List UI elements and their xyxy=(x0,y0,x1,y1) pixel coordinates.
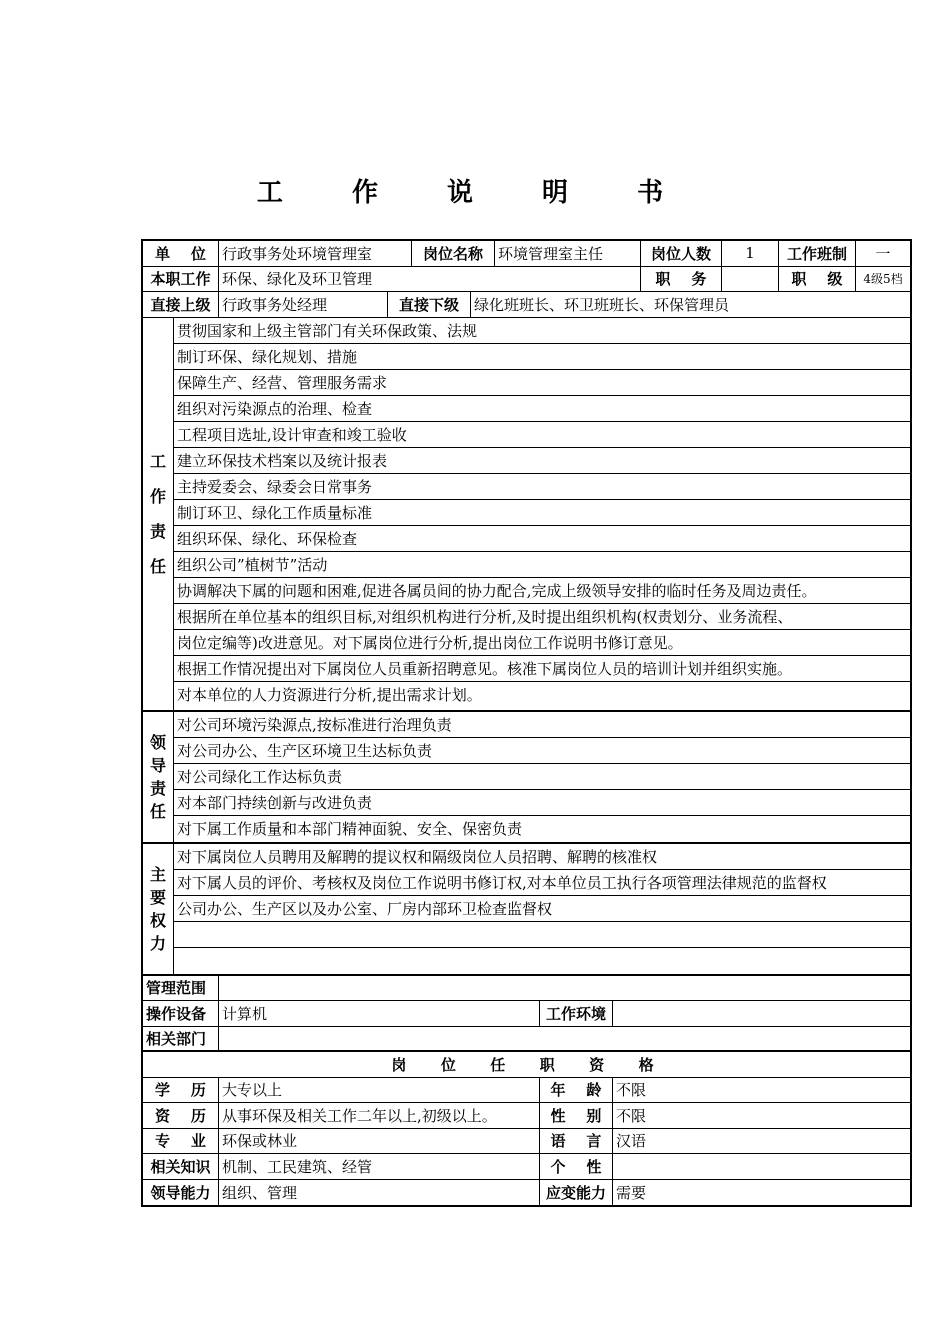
departments-row xyxy=(143,1027,910,1053)
experience-label: 资 历 xyxy=(143,1103,219,1128)
equipment-value: 计算机 xyxy=(219,1001,540,1026)
adaptability-value: 需要 xyxy=(616,1183,647,1202)
header-row-1 xyxy=(143,241,910,267)
unit-label: 单 位 xyxy=(143,241,219,266)
leadership-item: 对下属工作质量和本部门精神面貌、安全、保密负责 xyxy=(177,820,523,838)
major-value: 环保或林业 xyxy=(219,1129,540,1154)
qualifications-heading: 岗 位 任 职 资 格 xyxy=(391,1055,662,1074)
leadership-label: 领 导 责 任 xyxy=(143,712,174,842)
responsibility-item: 工程项目选址,设计审查和竣工验收 xyxy=(174,422,910,448)
departments-value xyxy=(219,1027,910,1051)
header-row-2 xyxy=(143,267,910,293)
gender-label: 性 别 xyxy=(540,1103,613,1128)
document-title: 工 作 说 明 书 xyxy=(256,178,694,208)
leadership-ability-value: 组织、管理 xyxy=(219,1180,540,1206)
job-label: 本职工作 xyxy=(143,267,219,292)
headcount-label: 岗位人数 xyxy=(641,241,722,266)
unit-value: 行政事务处环境管理室 xyxy=(219,241,412,266)
subordinate-label: 直接下级 xyxy=(388,292,471,317)
age-value: 不限 xyxy=(616,1081,647,1100)
qualifications-heading-row xyxy=(143,1052,910,1078)
superior-label: 直接上级 xyxy=(143,292,219,317)
major-row xyxy=(143,1129,910,1155)
scope-row xyxy=(143,976,910,1002)
leadership-section xyxy=(143,712,910,844)
header-row-3 xyxy=(143,292,910,318)
scope-label: 管理范围 xyxy=(143,976,219,1001)
responsibility-item: 组织环保、绿化、环保检查 xyxy=(174,526,910,552)
experience-value: 从事环保及相关工作二年以上,初级以上。 xyxy=(219,1103,540,1128)
shift-label: 工作班制 xyxy=(779,241,856,266)
major-label: 专 业 xyxy=(143,1129,219,1154)
authority-item: 对下属人员的评价、考核权及岗位工作说明书修订权,对本单位员工执行各项管理法律规范的监督权 xyxy=(174,870,910,896)
responsibilities-label: 工 作 责 任 xyxy=(143,318,174,710)
authority-item xyxy=(174,922,910,948)
scope-value xyxy=(219,976,910,1001)
authority-label: 主 要 权 力 xyxy=(143,844,174,974)
leadership-ability-row xyxy=(143,1180,910,1206)
personality-label: 个 性 xyxy=(540,1154,613,1179)
responsibility-item: 组织公司”植树节”活动 xyxy=(174,552,910,578)
leadership-item: 对公司环境污染源点,按标准进行治理负责 xyxy=(174,712,910,738)
leadership-list xyxy=(174,712,910,842)
responsibility-item: 对本单位的人力资源进行分析,提出需求计划。 xyxy=(177,686,482,704)
leadership-item: 对本部门持续创新与改进负责 xyxy=(174,790,910,816)
headcount-value: 1 xyxy=(722,241,779,266)
departments-label: 相关部门 xyxy=(143,1027,219,1051)
responsibilities-list xyxy=(174,318,910,710)
leadership-item: 对公司办公、生产区环境卫生达标负责 xyxy=(174,738,910,764)
knowledge-value: 机制、工民建筑、经管 xyxy=(219,1154,540,1179)
authority-item: 对下属岗位人员聘用及解聘的提议权和隔级岗位人员招聘、解聘的核准权 xyxy=(174,844,910,870)
position-name-label: 岗位名称 xyxy=(412,241,495,266)
responsibility-item: 保障生产、经营、管理服务需求 xyxy=(174,370,910,396)
environment-value xyxy=(613,1001,910,1026)
responsibility-item: 主持爱委会、绿委会日常事务 xyxy=(174,474,910,500)
authority-list xyxy=(174,844,910,974)
language-value: 汉语 xyxy=(616,1132,647,1151)
education-value: 大专以上 xyxy=(219,1078,540,1103)
grade-label: 职 级 xyxy=(779,267,856,292)
job-value: 环保、绿化及环卫管理 xyxy=(219,267,641,292)
shift-value: 一 xyxy=(875,244,891,263)
personality-value xyxy=(613,1154,910,1179)
leadership-item: 对公司绿化工作达标负责 xyxy=(174,764,910,790)
environment-label: 工作环境 xyxy=(540,1001,613,1026)
adaptability-label: 应变能力 xyxy=(540,1180,613,1206)
position-name-value: 环境管理室主任 xyxy=(495,241,641,266)
age-label: 年 龄 xyxy=(540,1078,613,1103)
duty-label: 职 务 xyxy=(641,267,722,292)
superior-value: 行政事务处经理 xyxy=(219,292,388,317)
knowledge-label: 相关知识 xyxy=(143,1154,219,1179)
gender-value: 不限 xyxy=(616,1106,647,1125)
subordinate-value: 绿化班班长、环卫班班长、环保管理员 xyxy=(474,295,730,314)
responsibility-item: 根据所在单位基本的组织目标,对组织机构进行分析,及时提出组织机构(权责划分、业务流程、 xyxy=(174,604,910,630)
responsibility-item: 贯彻国家和上级主管部门有关环保政策、法规 xyxy=(174,318,910,344)
responsibility-item: 制订环保、绿化规划、措施 xyxy=(174,344,910,370)
education-label: 学 历 xyxy=(143,1078,219,1103)
responsibility-item: 组织对污染源点的治理、检查 xyxy=(174,396,910,422)
education-row xyxy=(143,1078,910,1104)
knowledge-row xyxy=(143,1154,910,1180)
grade-value: 4级5档 xyxy=(863,272,903,287)
authority-item: 公司办公、生产区以及办公室、厂房内部环卫检查监督权 xyxy=(174,896,910,922)
responsibility-item: 建立环保技术档案以及统计报表 xyxy=(174,448,910,474)
equipment-label: 操作设备 xyxy=(143,1001,219,1026)
job-description-form xyxy=(141,239,912,1207)
responsibility-item: 制订环卫、绿化工作质量标准 xyxy=(174,500,910,526)
equipment-row xyxy=(143,1001,910,1027)
responsibility-item: 岗位定编等)改进意见。对下属岗位进行分析,提出岗位工作说明书修订意见。 xyxy=(174,630,910,656)
responsibility-item: 根据工作情况提出对下属岗位人员重新招聘意见。核准下属岗位人员的培训计划并组织实施。 xyxy=(174,656,910,682)
responsibility-item: 协调解决下属的问题和困难,促进各属员间的协力配合,完成上级领导安排的临时任务及周边责任。 xyxy=(174,578,910,604)
authority-section xyxy=(143,844,910,976)
experience-row xyxy=(143,1103,910,1129)
authority-item xyxy=(174,948,910,974)
responsibilities-section xyxy=(143,318,910,712)
language-label: 语 言 xyxy=(540,1129,613,1154)
leadership-ability-label: 领导能力 xyxy=(143,1180,219,1206)
duty-value xyxy=(722,267,779,292)
